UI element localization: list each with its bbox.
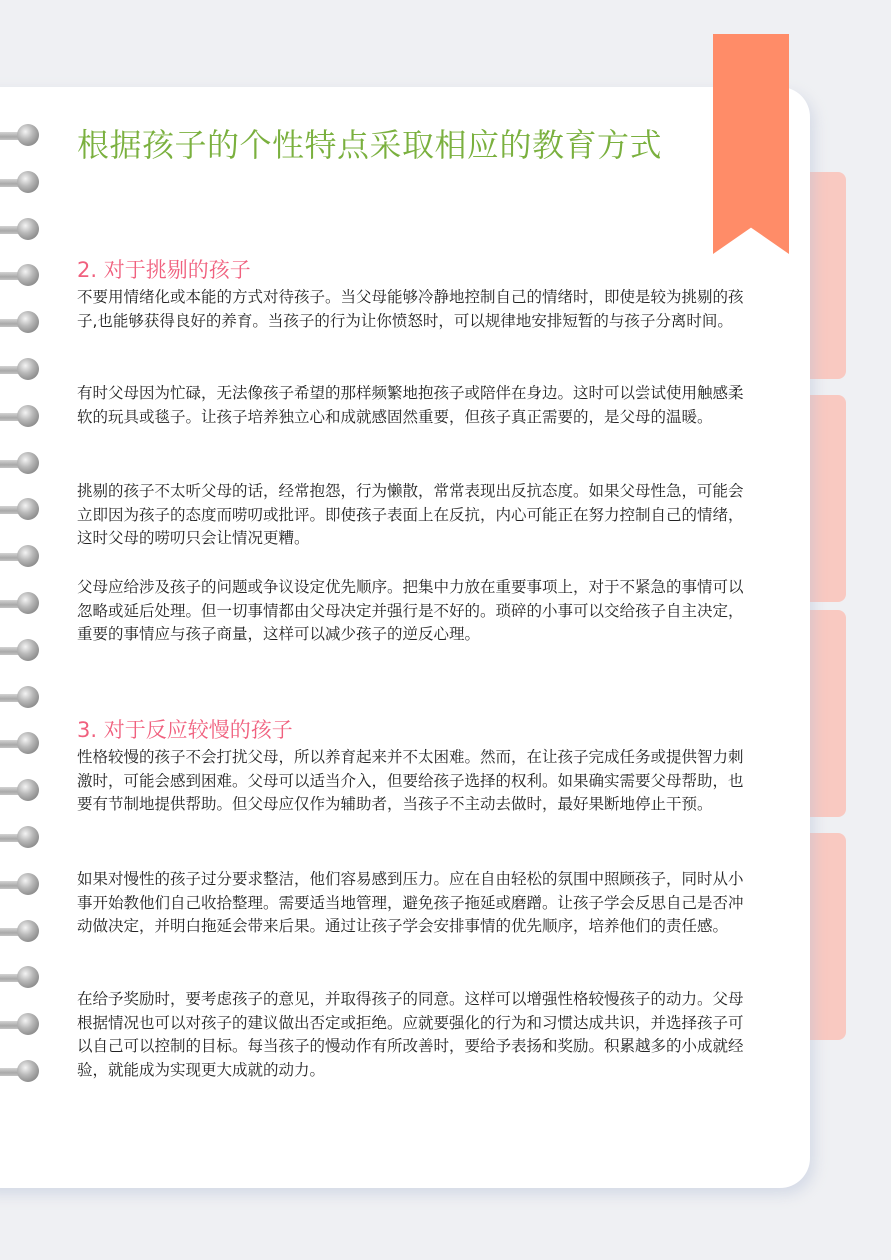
section-heading: 2. 对于挑剔的孩子 — [77, 258, 251, 282]
ring-icon — [0, 263, 42, 289]
ring-icon — [0, 497, 42, 523]
ring-icon — [0, 123, 42, 149]
binder-rings — [0, 0, 60, 1260]
paragraph: 不要用情绪化或本能的方式对待孩子。当父母能够冷静地控制自己的情绪时，即使是较为挑剔的孩子,也能够获得良好的养育。当孩子的行为让你愤怒时，可以规律地安排短暂的与孩子分离时间。 — [77, 288, 744, 330]
ring-icon — [0, 778, 42, 804]
ring-icon — [0, 170, 42, 196]
ring-icon — [0, 825, 42, 851]
paragraph: 在给予奖励时，要考虑孩子的意见，并取得孩子的同意。这样可以增强性格较慢孩子的动力。父母根据情况也可以对孩子的建议做出否定或拒绝。应就要强化的行为和习惯达成共识，并选择孩子可以自己可以控制的目标。每当孩子的慢动作有所改善时，要给予表扬和奖励。积累越多的小成就经验，就能成为实现更大成就的动力。 — [77, 990, 744, 1079]
ring-icon — [0, 544, 42, 570]
page-title: 根据孩子的个性特点采取相应的教育方式 — [77, 126, 663, 164]
ring-icon — [0, 217, 42, 243]
paragraph: 父母应给涉及孩子的问题或争议设定优先顺序。把集中力放在重要事项上，对于不紧急的事情可以忽略或延后处理。但一切事情都由父母决定并强行是不好的。琐碎的小事可以交给孩子自主决定，重要的事情应与孩子商量，这样可以减少孩子的逆反心理。 — [77, 578, 744, 643]
ring-icon — [0, 404, 42, 430]
paragraph: 有时父母因为忙碌，无法像孩子希望的那样频繁地抱孩子或陪伴在身边。这时可以尝试使用触感柔软的玩具或毯子。让孩子培养独立心和成就感固然重要，但孩子真正需要的，是父母的温暖。 — [77, 384, 744, 426]
ring-icon — [0, 965, 42, 991]
ring-icon — [0, 919, 42, 945]
paragraph: 如果对慢性的孩子过分要求整洁，他们容易感到压力。应在自由轻松的氛围中照顾孩子，同时从小事开始教他们自己收拾整理。需要适当地管理，避免孩子拖延或磨蹭。让孩子学会反思自己是否冲动做决定，并明白拖延会带来后果。通过让孩子学会安排事情的优先顺序，培养他们的责任感。 — [77, 870, 744, 935]
paragraph: 挑剔的孩子不太听父母的话，经常抱怨，行为懒散，常常表现出反抗态度。如果父母性急，可能会立即因为孩子的态度而唠叨或批评。即使孩子表面上在反抗，内心可能正在努力控制自己的情绪，这时父母的唠叨只会让情况更糟。 — [77, 482, 744, 547]
section-heading: 3. 对于反应较慢的孩子 — [77, 718, 293, 742]
ring-icon — [0, 451, 42, 477]
ring-icon — [0, 310, 42, 336]
ring-icon — [0, 1012, 42, 1038]
ring-icon — [0, 685, 42, 711]
bookmark-ribbon — [713, 34, 789, 254]
ring-icon — [0, 638, 42, 664]
ring-icon — [0, 591, 42, 617]
ring-icon — [0, 731, 42, 757]
ring-icon — [0, 872, 42, 898]
ring-icon — [0, 1059, 42, 1085]
paragraph: 性格较慢的孩子不会打扰父母，所以养育起来并不太困难。然而，在让孩子完成任务或提供智力刺激时，可能会感到困难。父母可以适当介入，但要给孩子选择的权利。如果确实需要父母帮助，也要有节制地提供帮助。但父母应仅作为辅助者，当孩子不主动去做时，最好果断地停止干预。 — [77, 748, 744, 813]
ring-icon — [0, 357, 42, 383]
